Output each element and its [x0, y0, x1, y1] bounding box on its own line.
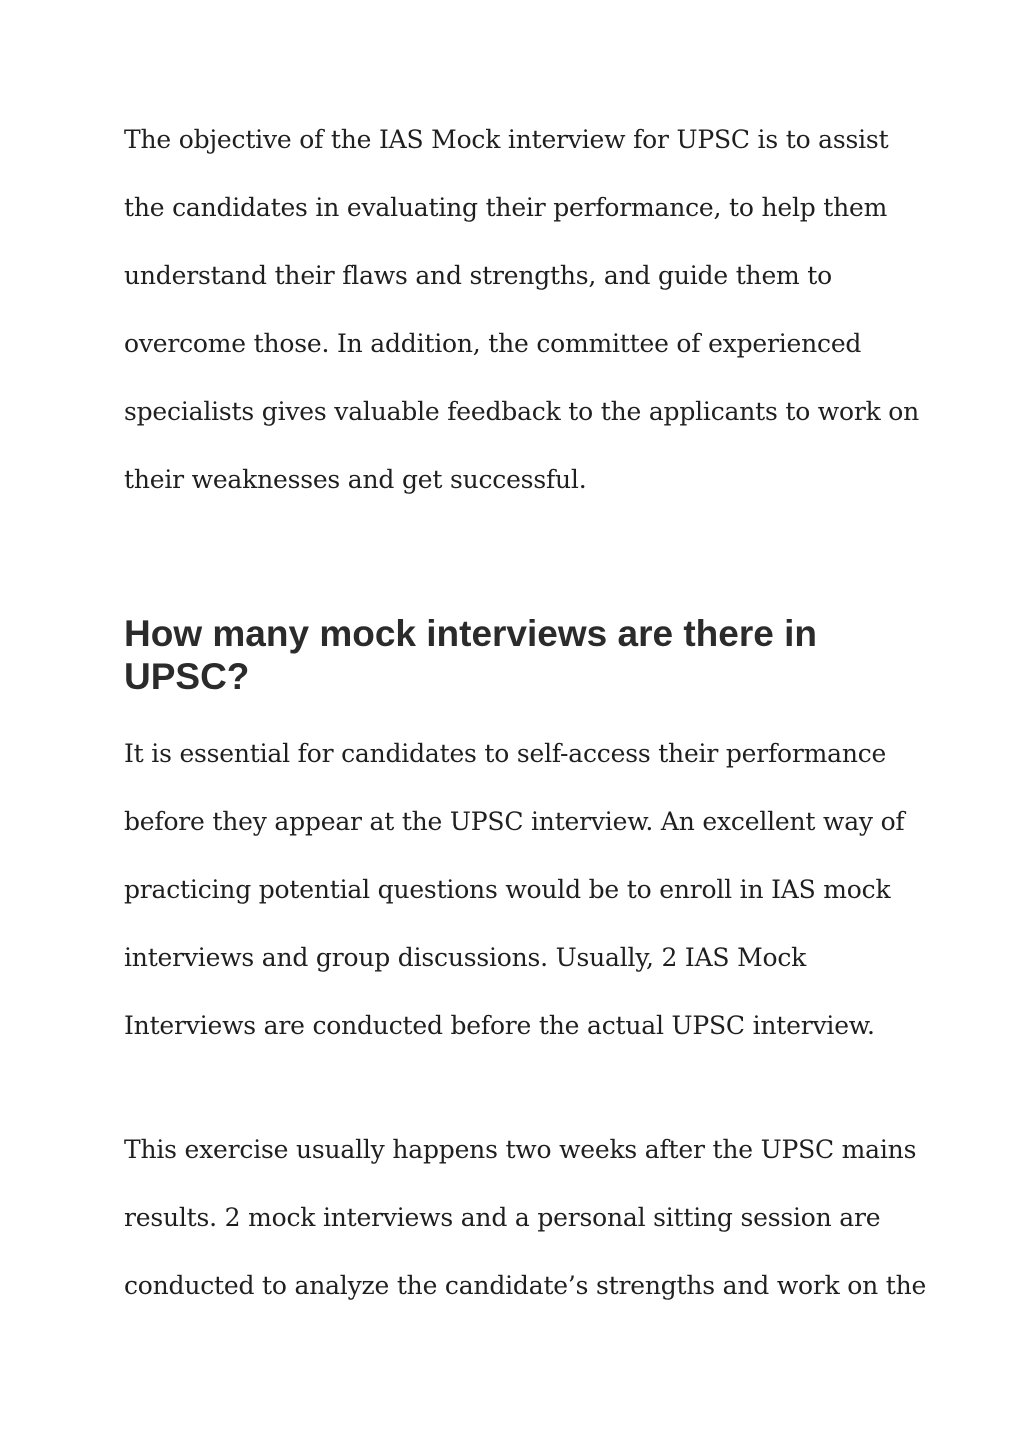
- text-line: overcome those. In addition, the committee of experienced: [124, 329, 862, 358]
- heading-line: UPSC?: [124, 656, 250, 697]
- text-line: interviews and group discussions. Usually, 2 IAS Mock: [124, 943, 807, 972]
- text-line: their weaknesses and get successful.: [124, 465, 587, 494]
- text-line: The objective of the IAS Mock interview for UPSC is to assist: [124, 125, 889, 154]
- text-line: It is essential for candidates to self-access their performance: [124, 739, 887, 768]
- text-line: understand their flaws and strengths, and guide them to: [124, 261, 832, 290]
- text-line: practicing potential questions would be to enroll in IAS mock: [124, 875, 891, 904]
- paragraph-mock-interview-objective: [124, 106, 920, 514]
- text-line: This exercise usually happens two weeks after the UPSC mains: [124, 1135, 917, 1164]
- section-heading: [124, 612, 914, 698]
- text-line: conducted to analyze the candidate’s strengths and work on the: [124, 1271, 927, 1300]
- text-line: results. 2 mock interviews and a personal sitting session are: [124, 1203, 881, 1232]
- paragraph-exercise-timing: [124, 1116, 927, 1320]
- heading-line: How many mock interviews are there in: [124, 613, 817, 654]
- paragraph-self-assessment: [124, 720, 914, 1060]
- text-line: Interviews are conducted before the actual UPSC interview.: [124, 1011, 875, 1040]
- text-line: the candidates in evaluating their performance, to help them: [124, 193, 888, 222]
- text-line: specialists gives valuable feedback to the applicants to work on: [124, 397, 920, 426]
- text-line: before they appear at the UPSC interview. An excellent way of: [124, 807, 905, 836]
